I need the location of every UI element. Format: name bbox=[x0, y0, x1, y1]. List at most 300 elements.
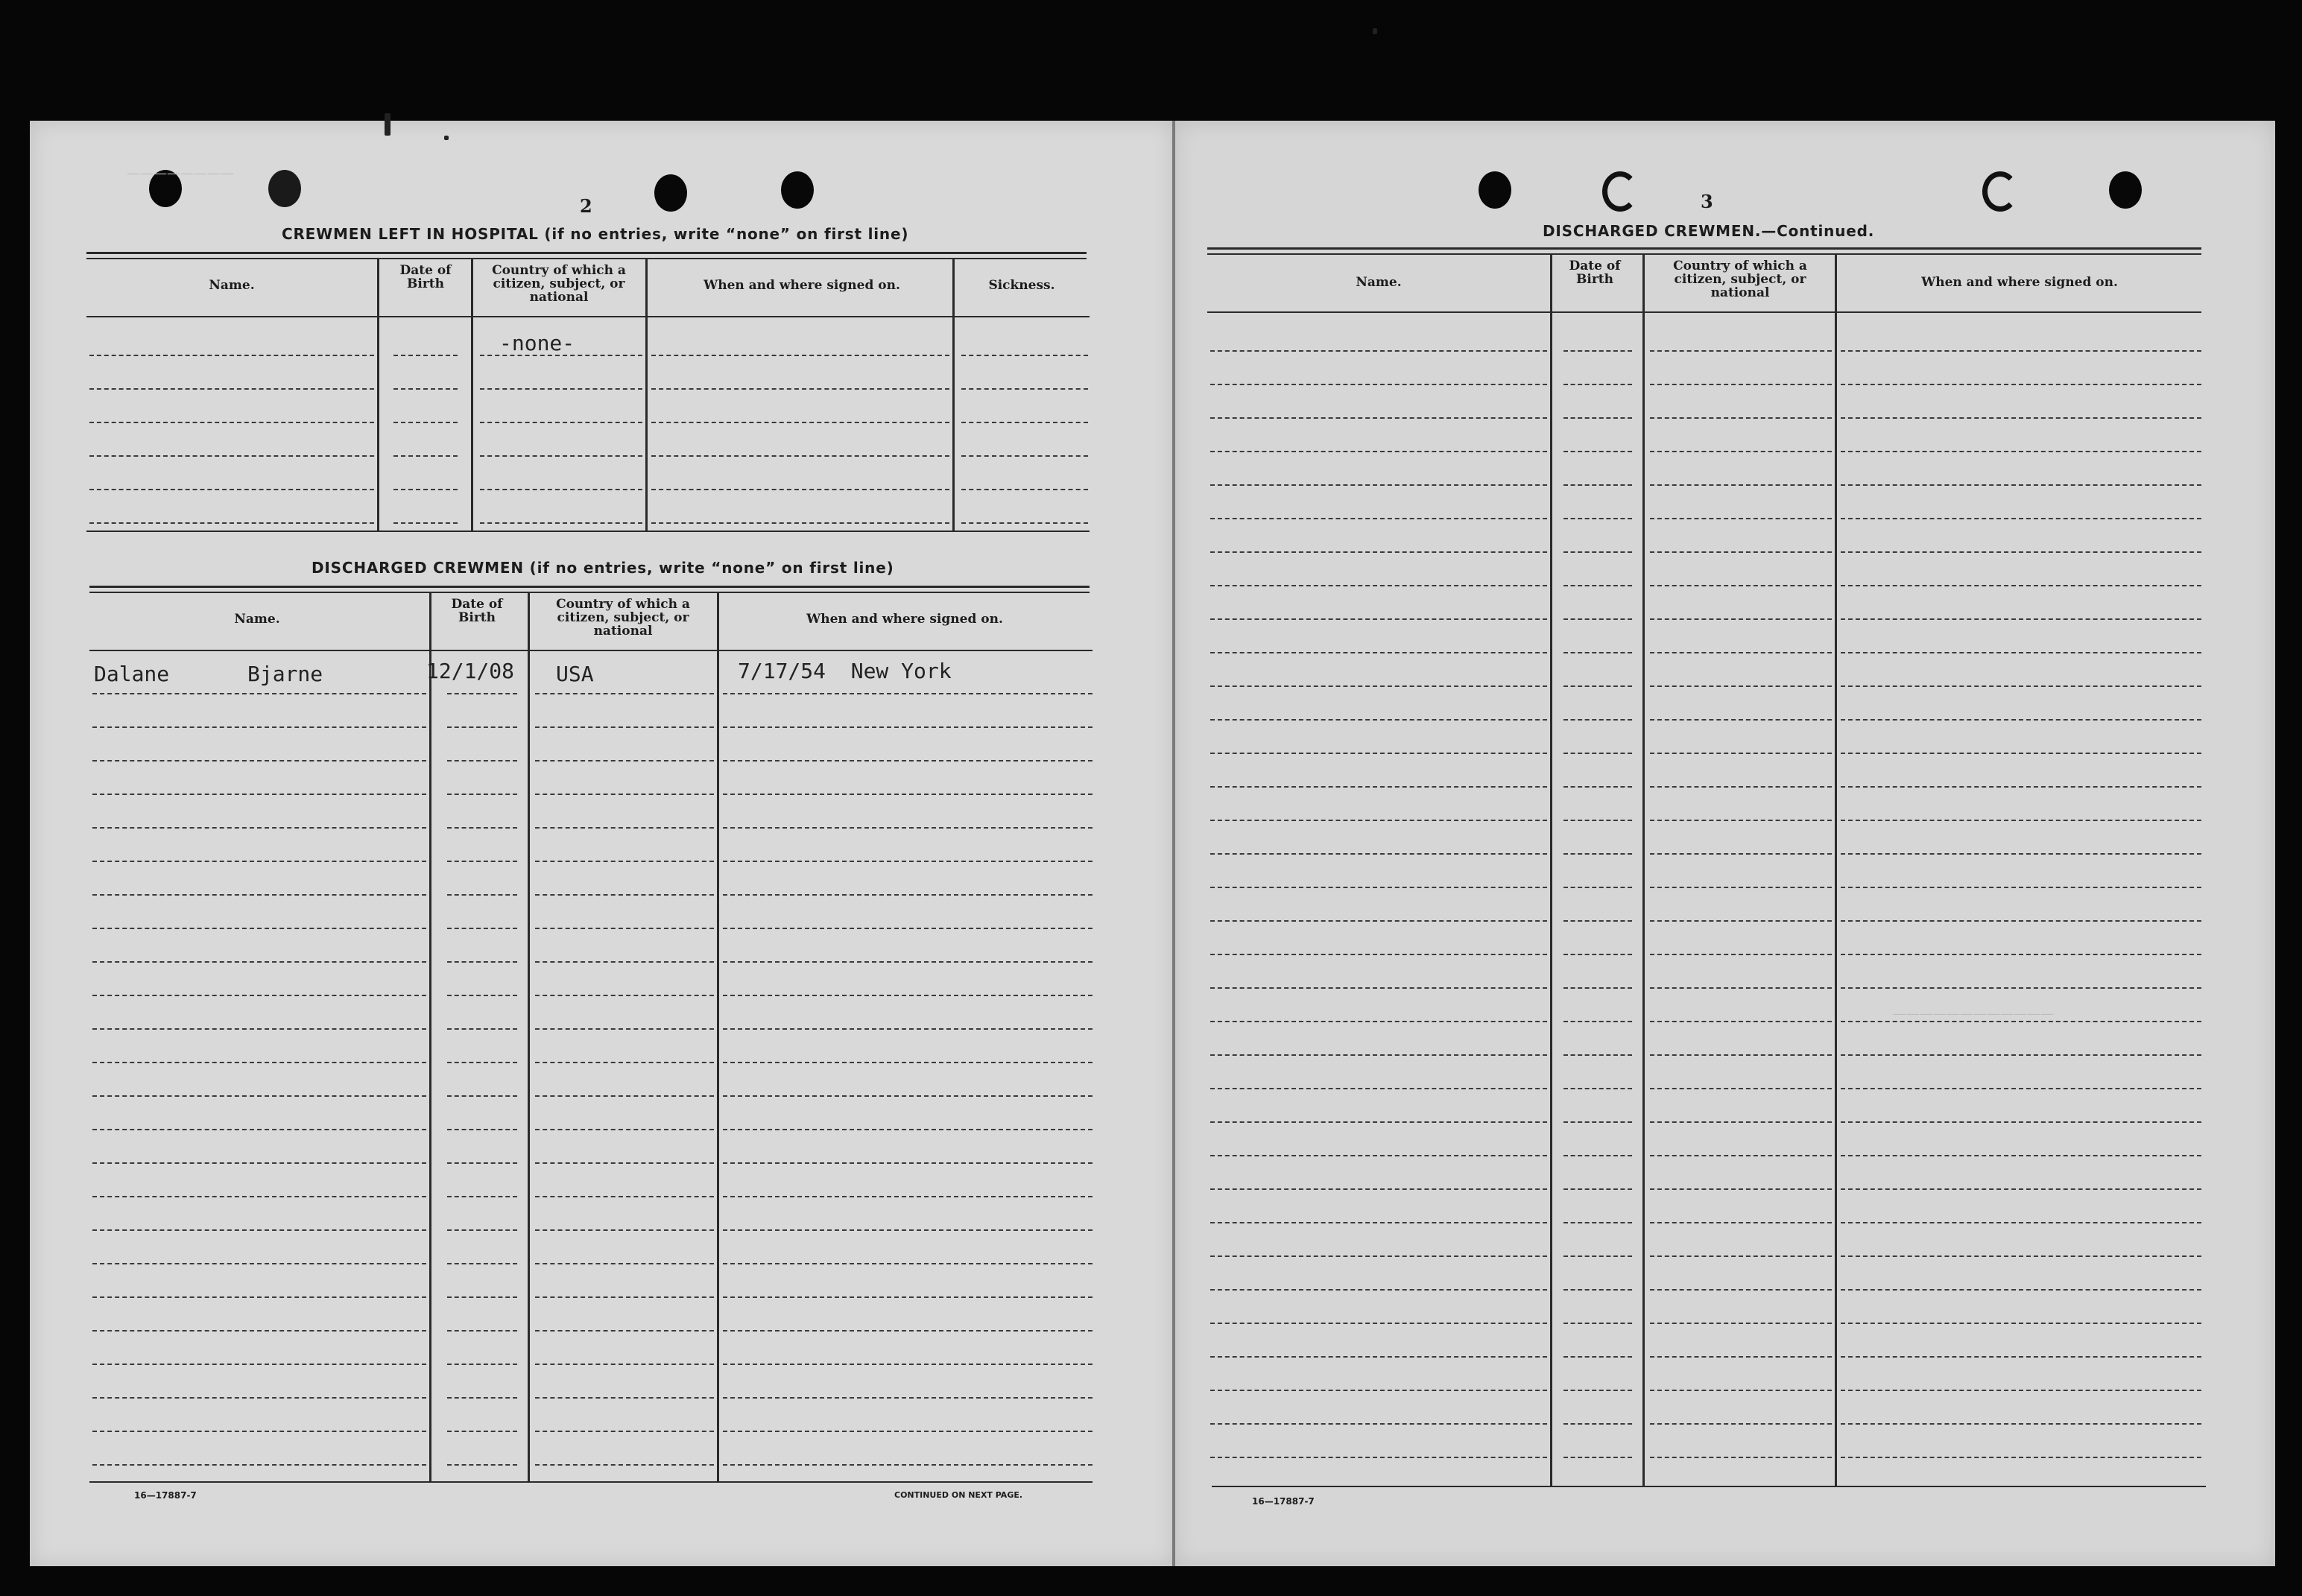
entry-line bbox=[1841, 987, 2201, 989]
entry-line bbox=[1563, 585, 1632, 586]
entry-line bbox=[1563, 719, 1632, 721]
col-header-sickness: Sickness. bbox=[988, 278, 1055, 293]
entry-line bbox=[1210, 484, 1547, 486]
entry-line bbox=[1210, 1390, 1547, 1391]
entry-line bbox=[1841, 1423, 2201, 1425]
column-divider bbox=[528, 592, 530, 1483]
column-divider bbox=[1550, 253, 1552, 1487]
entry-line bbox=[92, 1397, 426, 1399]
entry-line bbox=[1650, 685, 1832, 687]
entry-line bbox=[92, 693, 426, 694]
entry-date-of-birth: 12/1/08 bbox=[426, 659, 515, 683]
entry-line bbox=[723, 1296, 1092, 1298]
entry-line bbox=[447, 794, 517, 795]
dust-speck bbox=[1373, 28, 1377, 34]
entry-line bbox=[1841, 1188, 2201, 1190]
entry-line bbox=[1650, 920, 1832, 922]
entry-line bbox=[723, 1129, 1092, 1130]
left-page bbox=[30, 121, 1174, 1566]
entry-line bbox=[1650, 1390, 1832, 1391]
table-top-rule bbox=[1207, 247, 2201, 250]
entry-line bbox=[1841, 1088, 2201, 1089]
entry-line bbox=[723, 1364, 1092, 1365]
entry-line bbox=[447, 861, 517, 862]
entry-line bbox=[1563, 417, 1632, 419]
entry-line bbox=[1841, 1255, 2201, 1257]
dust-speck bbox=[444, 136, 449, 140]
entry-line bbox=[535, 726, 714, 728]
entry-line bbox=[1563, 1188, 1632, 1190]
entry-country: USA bbox=[556, 662, 594, 686]
col-header-name: Name. bbox=[209, 278, 255, 293]
entry-line bbox=[447, 1129, 517, 1130]
entry-line bbox=[1563, 384, 1632, 385]
entry-line bbox=[480, 522, 642, 524]
entry-line bbox=[1841, 954, 2201, 955]
entry-given-name: Bjarne bbox=[247, 662, 323, 686]
entry-line bbox=[1841, 1289, 2201, 1291]
entry-line bbox=[1210, 551, 1547, 553]
entry-line bbox=[92, 1196, 426, 1197]
entry-line bbox=[1563, 551, 1632, 553]
entry-line bbox=[535, 794, 714, 795]
entry-line bbox=[447, 1330, 517, 1331]
entry-line bbox=[1841, 820, 2201, 821]
entry-line bbox=[447, 1028, 517, 1030]
entry-line bbox=[961, 422, 1088, 423]
table-top-rule bbox=[1207, 253, 2201, 255]
entry-line bbox=[1841, 551, 2201, 553]
col-header-date-of-birth: Date of Birth bbox=[399, 263, 452, 291]
entry-line bbox=[1210, 1423, 1547, 1425]
entry-line bbox=[1650, 384, 1832, 385]
column-divider bbox=[717, 592, 719, 1483]
entry-line bbox=[1563, 652, 1632, 653]
hospital-section-title: CREWMEN LEFT IN HOSPITAL (if no entries, write “none” on first line) bbox=[282, 225, 909, 243]
entry-line bbox=[1841, 484, 2201, 486]
entry-line bbox=[1841, 1021, 2201, 1022]
entry-line bbox=[92, 1162, 426, 1164]
column-divider bbox=[377, 258, 379, 531]
entry-line bbox=[1841, 685, 2201, 687]
entry-line bbox=[1210, 820, 1547, 821]
entry-line bbox=[535, 1397, 714, 1399]
entry-line bbox=[535, 1431, 714, 1432]
entry-line bbox=[723, 928, 1092, 929]
hospital-table-bottom-rule bbox=[86, 531, 1090, 532]
col-header-date-of-birth: Date of Birth bbox=[451, 597, 503, 625]
entry-line bbox=[723, 1095, 1092, 1097]
entry-line bbox=[89, 355, 374, 356]
entry-line bbox=[1210, 1289, 1547, 1291]
entry-line bbox=[1650, 987, 1832, 989]
hospital-none-entry: -none- bbox=[499, 331, 575, 355]
page-number: 2 bbox=[580, 195, 592, 217]
entry-line bbox=[1841, 1054, 2201, 1056]
entry-line bbox=[1650, 518, 1832, 519]
entry-line bbox=[1650, 1356, 1832, 1358]
entry-line bbox=[1841, 652, 2201, 653]
entry-line bbox=[480, 422, 642, 423]
entry-line bbox=[92, 928, 426, 929]
entry-line bbox=[92, 1431, 426, 1432]
entry-line bbox=[1210, 987, 1547, 989]
entry-line bbox=[723, 1431, 1092, 1432]
entry-line bbox=[1841, 753, 2201, 754]
entry-line bbox=[1563, 1289, 1632, 1291]
form-number: 16—17887-7 bbox=[134, 1490, 197, 1501]
entry-line bbox=[961, 489, 1088, 490]
entry-line bbox=[92, 1129, 426, 1130]
col-header-signed-on: When and where signed on. bbox=[1921, 275, 2118, 290]
entry-line bbox=[1210, 1457, 1547, 1458]
entry-line bbox=[89, 422, 374, 423]
entry-surname: Dalane bbox=[94, 662, 170, 686]
entry-line bbox=[1841, 719, 2201, 721]
entry-line bbox=[1650, 1289, 1832, 1291]
form-number: 16—17887-7 bbox=[1252, 1496, 1315, 1507]
entry-line bbox=[1841, 585, 2201, 586]
entry-line bbox=[1210, 853, 1547, 855]
entry-line bbox=[1563, 1021, 1632, 1022]
entry-line bbox=[651, 455, 949, 457]
entry-line bbox=[1563, 451, 1632, 452]
entry-line bbox=[1210, 1088, 1547, 1089]
entry-line bbox=[92, 1330, 426, 1331]
entry-line bbox=[1650, 1423, 1832, 1425]
col-header-signed-on: When and where signed on. bbox=[703, 278, 900, 293]
entry-line bbox=[1563, 1255, 1632, 1257]
entry-line bbox=[961, 522, 1088, 524]
entry-line bbox=[393, 522, 458, 524]
column-divider bbox=[471, 258, 473, 531]
entry-line bbox=[1841, 1356, 2201, 1358]
entry-line bbox=[92, 961, 426, 963]
entry-line bbox=[393, 355, 458, 356]
entry-line bbox=[1841, 1222, 2201, 1223]
entry-line bbox=[89, 489, 374, 490]
entry-line bbox=[1563, 920, 1632, 922]
entry-line bbox=[1650, 1188, 1832, 1190]
entry-line bbox=[92, 1263, 426, 1264]
entry-line bbox=[447, 1464, 517, 1466]
entry-line bbox=[92, 1364, 426, 1365]
entry-line bbox=[723, 1464, 1092, 1466]
entry-line bbox=[535, 928, 714, 929]
entry-line bbox=[1650, 887, 1832, 888]
column-divider bbox=[952, 258, 955, 531]
entry-line bbox=[1650, 1255, 1832, 1257]
entry-line bbox=[92, 894, 426, 896]
entry-line bbox=[1841, 1323, 2201, 1324]
discharged-section-title: DISCHARGED CREWMEN (if no entries, write “none” on first line) bbox=[312, 559, 894, 577]
entry-line bbox=[447, 961, 517, 963]
discharged-table-top-rule bbox=[89, 592, 1090, 593]
entry-line bbox=[1650, 1323, 1832, 1324]
entry-line bbox=[1650, 786, 1832, 788]
entry-line bbox=[723, 894, 1092, 896]
entry-line bbox=[1210, 719, 1547, 721]
entry-line bbox=[651, 489, 949, 490]
entry-line bbox=[1210, 887, 1547, 888]
entry-line bbox=[92, 726, 426, 728]
entry-line bbox=[1650, 350, 1832, 352]
entry-line bbox=[723, 1330, 1092, 1331]
entry-line bbox=[723, 1263, 1092, 1264]
header-rule bbox=[1207, 311, 2201, 313]
entry-line bbox=[961, 455, 1088, 457]
entry-line bbox=[1210, 685, 1547, 687]
entry-line bbox=[447, 1162, 517, 1164]
punch-hole bbox=[654, 174, 687, 212]
entry-line bbox=[1210, 920, 1547, 922]
entry-line bbox=[1650, 1088, 1832, 1089]
entry-line bbox=[723, 1397, 1092, 1399]
entry-line bbox=[1563, 1054, 1632, 1056]
entry-line bbox=[92, 1095, 426, 1097]
entry-line bbox=[1563, 1457, 1632, 1458]
col-header-country: Country of which a citizen, subject, or national bbox=[1673, 259, 1807, 300]
entry-line bbox=[447, 827, 517, 829]
hospital-header-rule bbox=[86, 316, 1090, 317]
entry-line bbox=[447, 928, 517, 929]
entry-line bbox=[480, 489, 642, 490]
punch-hole bbox=[268, 170, 301, 207]
entry-line bbox=[92, 1028, 426, 1030]
entry-line bbox=[535, 1095, 714, 1097]
entry-line bbox=[1650, 1457, 1832, 1458]
entry-line bbox=[723, 1196, 1092, 1197]
column-divider bbox=[1835, 253, 1837, 1487]
entry-line bbox=[1563, 1222, 1632, 1223]
entry-line bbox=[447, 1364, 517, 1365]
entry-line bbox=[393, 455, 458, 457]
entry-line bbox=[1841, 518, 2201, 519]
entry-line bbox=[1650, 1155, 1832, 1156]
entry-line bbox=[447, 1431, 517, 1432]
col-header-signed-on: When and where signed on. bbox=[806, 612, 1003, 627]
entry-line bbox=[89, 388, 374, 390]
col-header-country: Country of which a citizen, subject, or national bbox=[556, 597, 690, 639]
entry-line bbox=[89, 522, 374, 524]
page-fold bbox=[1172, 121, 1175, 1566]
entry-line bbox=[1563, 484, 1632, 486]
entry-line bbox=[535, 1028, 714, 1030]
entry-line bbox=[1210, 652, 1547, 653]
entry-line bbox=[1563, 820, 1632, 821]
entry-line bbox=[723, 961, 1092, 963]
entry-line bbox=[447, 693, 517, 694]
bleed-through-text: ———————— bbox=[127, 165, 234, 181]
entry-line bbox=[1650, 551, 1832, 553]
entry-line bbox=[1650, 719, 1832, 721]
entry-line bbox=[1650, 853, 1832, 855]
entry-line bbox=[535, 760, 714, 761]
entry-line bbox=[447, 726, 517, 728]
entry-line bbox=[535, 1263, 714, 1264]
entry-line bbox=[961, 388, 1088, 390]
entry-line bbox=[1650, 484, 1832, 486]
entry-line bbox=[535, 693, 714, 694]
entry-line bbox=[535, 1330, 714, 1331]
entry-line bbox=[1563, 1390, 1632, 1391]
entry-line bbox=[535, 1196, 714, 1197]
entry-line bbox=[1563, 1155, 1632, 1156]
entry-line bbox=[480, 455, 642, 457]
entry-line bbox=[92, 1296, 426, 1298]
entry-line bbox=[1841, 451, 2201, 452]
entry-line bbox=[723, 1028, 1092, 1030]
entry-line bbox=[1210, 786, 1547, 788]
entry-line bbox=[447, 1229, 517, 1231]
discharged-header-rule bbox=[89, 650, 1092, 651]
page-number: 3 bbox=[1701, 191, 1713, 212]
entry-line bbox=[1650, 618, 1832, 620]
entry-line bbox=[1563, 987, 1632, 989]
entry-line bbox=[1563, 887, 1632, 888]
entry-line bbox=[1210, 384, 1547, 385]
entry-line bbox=[1563, 350, 1632, 352]
entry-line bbox=[1210, 1054, 1547, 1056]
entry-line bbox=[92, 1464, 426, 1466]
entry-line bbox=[1841, 384, 2201, 385]
entry-line bbox=[393, 489, 458, 490]
entry-line bbox=[1563, 1323, 1632, 1324]
entry-line bbox=[1841, 786, 2201, 788]
entry-line bbox=[1841, 1155, 2201, 1156]
entry-line bbox=[723, 827, 1092, 829]
entry-line bbox=[447, 1263, 517, 1264]
entry-line bbox=[1210, 451, 1547, 452]
entry-line bbox=[1210, 1021, 1547, 1022]
entry-line bbox=[447, 1095, 517, 1097]
entry-line bbox=[723, 693, 1092, 694]
entry-line bbox=[723, 794, 1092, 795]
entry-line bbox=[1650, 1054, 1832, 1056]
entry-line bbox=[1841, 853, 2201, 855]
entry-line bbox=[1563, 618, 1632, 620]
entry-line bbox=[535, 1296, 714, 1298]
col-header-country: Country of which a citizen, subject, or national bbox=[492, 263, 626, 305]
entry-line bbox=[1650, 417, 1832, 419]
entry-line bbox=[535, 1129, 714, 1130]
entry-line bbox=[1210, 350, 1547, 352]
entry-line bbox=[723, 726, 1092, 728]
entry-line bbox=[723, 1162, 1092, 1164]
entry-line bbox=[1650, 451, 1832, 452]
entry-line bbox=[1841, 887, 2201, 888]
entry-line bbox=[1210, 618, 1547, 620]
entry-line bbox=[447, 1397, 517, 1399]
entry-line bbox=[1650, 820, 1832, 821]
entry-line bbox=[1563, 954, 1632, 955]
entry-line bbox=[1563, 1356, 1632, 1358]
entry-line bbox=[1650, 753, 1832, 754]
entry-line bbox=[1563, 685, 1632, 687]
entry-line bbox=[535, 827, 714, 829]
entry-line bbox=[1210, 954, 1547, 955]
entry-line bbox=[92, 995, 426, 996]
entry-line bbox=[1563, 753, 1632, 754]
entry-line bbox=[1210, 518, 1547, 519]
entry-line bbox=[1563, 1088, 1632, 1089]
column-divider bbox=[1642, 253, 1645, 1487]
entry-line bbox=[651, 422, 949, 423]
punch-hole bbox=[2109, 171, 2142, 209]
entry-line bbox=[1210, 1188, 1547, 1190]
entry-line bbox=[651, 355, 949, 356]
entry-line bbox=[1650, 1021, 1832, 1022]
punch-hole bbox=[1982, 171, 2018, 212]
punch-hole bbox=[1479, 171, 1511, 209]
entry-line bbox=[723, 1062, 1092, 1063]
entry-line bbox=[447, 1062, 517, 1063]
entry-line bbox=[535, 961, 714, 963]
entry-line bbox=[535, 1162, 714, 1164]
entry-line bbox=[1841, 1457, 2201, 1458]
entry-line bbox=[92, 794, 426, 795]
entry-line bbox=[447, 995, 517, 996]
entry-line bbox=[1841, 920, 2201, 922]
discharged-table-bottom-rule bbox=[89, 1481, 1092, 1483]
entry-line bbox=[1650, 652, 1832, 653]
col-header-name: Name. bbox=[234, 612, 280, 627]
section-title-continued: DISCHARGED CREWMEN.—Continued. bbox=[1543, 222, 1875, 240]
entry-line bbox=[723, 1229, 1092, 1231]
entry-line bbox=[1210, 753, 1547, 754]
entry-line bbox=[92, 1229, 426, 1231]
entry-line bbox=[1210, 585, 1547, 586]
entry-line bbox=[447, 1296, 517, 1298]
entry-line bbox=[393, 422, 458, 423]
entry-line bbox=[1210, 417, 1547, 419]
entry-line bbox=[651, 522, 949, 524]
column-divider bbox=[645, 258, 648, 531]
entry-line bbox=[1210, 1155, 1547, 1156]
hospital-table-top-rule bbox=[86, 258, 1087, 259]
punch-hole bbox=[1602, 171, 1638, 212]
entry-signed-on: 7/17/54 New York bbox=[738, 659, 952, 683]
bleed-through-text: ———————————— bbox=[1893, 1006, 2054, 1022]
col-header-date-of-birth: Date of Birth bbox=[1569, 259, 1621, 287]
entry-line bbox=[1841, 618, 2201, 620]
entry-line bbox=[723, 861, 1092, 862]
dust-speck bbox=[385, 113, 390, 136]
entry-line bbox=[480, 388, 642, 390]
entry-line bbox=[1563, 1121, 1632, 1123]
entry-line bbox=[1650, 954, 1832, 955]
punch-hole bbox=[781, 171, 814, 209]
entry-line bbox=[1210, 1323, 1547, 1324]
entry-line bbox=[535, 1229, 714, 1231]
entry-line bbox=[723, 760, 1092, 761]
entry-line bbox=[1563, 518, 1632, 519]
entry-line bbox=[1650, 1222, 1832, 1223]
entry-line bbox=[1563, 1423, 1632, 1425]
discharged-table-top-rule bbox=[89, 586, 1090, 588]
entry-line bbox=[1210, 1121, 1547, 1123]
entry-line bbox=[535, 1062, 714, 1063]
entry-line bbox=[89, 455, 374, 457]
entry-line bbox=[1841, 417, 2201, 419]
entry-line bbox=[1563, 853, 1632, 855]
entry-line bbox=[535, 995, 714, 996]
column-divider bbox=[429, 592, 431, 1483]
table-bottom-rule bbox=[1212, 1486, 2206, 1487]
entry-line bbox=[480, 355, 642, 356]
entry-line bbox=[535, 1464, 714, 1466]
entry-line bbox=[1650, 585, 1832, 586]
